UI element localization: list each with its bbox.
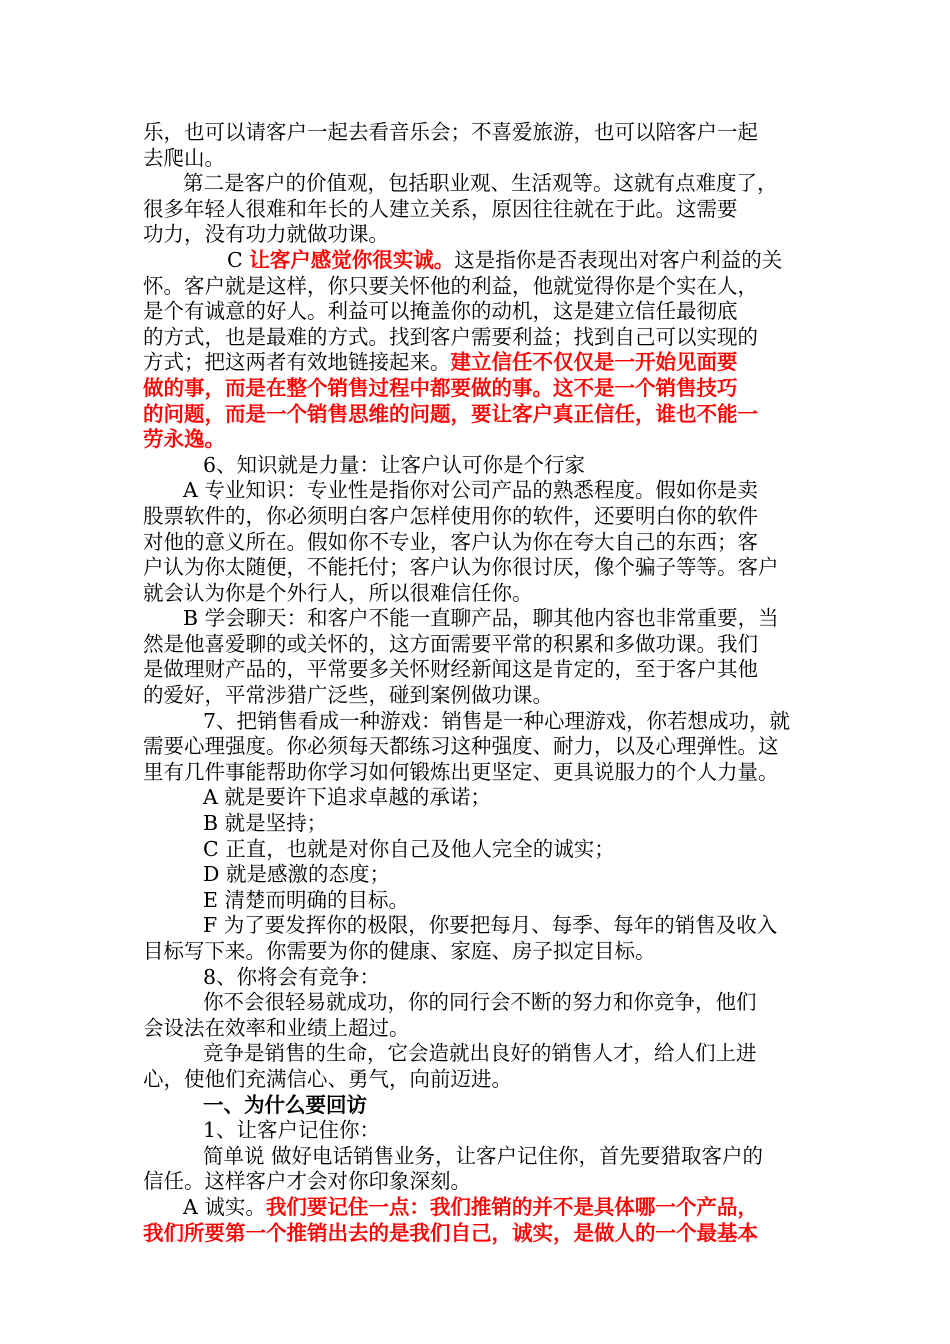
text-line [143,888,813,914]
body-text: 功力，没有功力就做功课。 [143,222,389,247]
text-line [143,1221,813,1247]
text-line [143,146,813,172]
text-line [143,453,813,479]
text-line [143,939,813,965]
text-line [143,913,813,939]
section-heading: 一、为什么要回访 [203,1092,367,1117]
body-text: 心，使他们充满信心、勇气，向前迈进。 [143,1066,512,1091]
emphasis-text: 的问题，而是一个销售思维的问题，要让客户真正信任，谁也不能一 [143,401,758,426]
emphasis-text: 建立信任不仅仅是一开始见面要 [450,350,738,375]
body-text: 竞争是销售的生命，它会造就出良好的销售人才，给人们上进 [203,1041,757,1066]
text-line [143,350,813,376]
text-line [143,1118,813,1144]
body-text: 就会认为你是个外行人，所以很难信任你。 [143,580,533,605]
text-line [143,1093,813,1119]
text-line [143,862,813,888]
body-text: 需要心理强度。你必须每天都练习这种强度、耐力，以及心理弹性。这 [143,734,779,759]
text-line [143,734,813,760]
body-text: 是个有诚意的好人。利益可以掩盖你的动机，这是建立信任最彻底 [143,299,738,324]
text-line [143,811,813,837]
document-body [143,120,813,1246]
body-text: 对他的意义所在。假如你不专业，客户认为你在夸大自己的东西；客 [143,529,758,554]
text-line [143,837,813,863]
emphasis-text: 我们要记住一点：我们推销的并不是具体哪一个产品， [265,1194,758,1219]
body-text: 很多年轻人很难和年长的人建立关系，原因往往就在于此。这需要 [143,196,738,221]
body-text: A 诚实。 [183,1194,266,1219]
text-line [143,1144,813,1170]
body-text: E 清楚而明确的目标。 [203,887,409,912]
text-line [143,402,813,428]
body-text: 去爬山。 [143,145,225,170]
text-line [143,248,813,274]
text-line [143,504,813,530]
text-line [143,657,813,683]
text-line [143,376,813,402]
text-line [143,581,813,607]
body-text: 的方式，也是最难的方式。找到客户需要利益；找到自己可以实现的 [143,324,758,349]
body-text: 方式；把这两者有效地链接起来。 [143,350,451,375]
text-line [143,120,813,146]
body-text: B 就是坚持； [203,811,328,836]
body-text: 的爱好，平常涉猎广泛些，碰到案例做功课。 [143,683,553,708]
text-line [143,299,813,325]
body-text: 户认为你太随便，不能托付；客户认为你很讨厌，像个骗子等等。客户 [143,555,779,580]
body-text: 乐，也可以请客户一起去看音乐会；不喜爱旅游，也可以陪客户一起 [143,120,758,144]
text-line [143,1041,813,1067]
text-line [143,632,813,658]
text-line [143,197,813,223]
text-line [143,1016,813,1042]
text-line [143,274,813,300]
body-text: 6、知识就是力量：让客户认可你是个行家 [203,452,586,477]
body-text: 会设法在效率和业绩上超过。 [143,1015,410,1040]
emphasis-text: 劳永逸。 [143,427,225,452]
body-text: 股票软件的，你必须明白客户怎样使用你的软件，还要明白你的软件 [143,503,758,528]
text-line [143,709,813,735]
body-text: 你不会很轻易就成功，你的同行会不断的努力和你竞争，他们 [203,990,757,1015]
emphasis-text: 我们所要第一个推销出去的是我们自己，诚实，是做人的一个最基本 [143,1220,758,1245]
text-line [143,427,813,453]
text-line [143,1169,813,1195]
text-line [143,1067,813,1093]
body-text: 这是指你是否表现出对客户利益的关 [454,247,783,272]
text-line [143,760,813,786]
body-text: A 就是要许下追求卓越的承诺； [203,785,491,810]
body-text: C 正直，也就是对你自己及他人完全的诚实； [203,836,615,861]
body-text: A 专业知识：专业性是指你对公司产品的熟悉程度。假如你是卖 [183,478,758,503]
emphasis-text: 做的事，而是在整个销售过程中都要做的事。这不是一个销售技巧 [143,375,738,400]
text-line [143,222,813,248]
body-text: 第二是客户的价值观，包括职业观、生活观等。这就有点难度了， [183,171,778,196]
emphasis-text: 让客户感觉你很实诚。 [249,247,455,272]
text-line [143,785,813,811]
text-line [143,478,813,504]
text-line [143,171,813,197]
text-line [143,530,813,556]
body-text: 然是他喜爱聊的或关怀的，这方面需要平常的积累和多做功课。我们 [143,631,758,656]
body-text: 8、你将会有竞争： [203,964,381,989]
body-text: 目标写下来。你需要为你的健康、家庭、房子拟定目标。 [143,939,656,963]
text-line [143,606,813,632]
body-text: 1、让客户记住你： [203,1118,381,1143]
text-line [143,683,813,709]
text-line [143,555,813,581]
body-text: D 就是感激的态度； [203,862,390,887]
body-text: 怀。客户就是这样，你只要关怀他的利益，他就觉得你是个实在人， [143,273,758,298]
body-text: 信任。这样客户才会对你印象深刻。 [143,1169,471,1194]
text-line [143,1195,813,1221]
text-line [143,990,813,1016]
text-line [143,965,813,991]
body-text: 里有几件事能帮助你学习如何锻炼出更坚定、更具说服力的个人力量。 [143,759,779,784]
body-text: 简单说 做好电话销售业务，让客户记住你，首先要猎取客户的 [203,1143,764,1168]
body-text: B 学会聊天：和客户不能一直聊产品，聊其他内容也非常重要，当 [183,606,779,631]
body-text: 7、把销售看成一种游戏：销售是一种心理游戏，你若想成功，就 [203,708,791,733]
body-text: 是做理财产品的，平常要多关怀财经新闻这是肯定的，至于客户其他 [143,657,758,682]
body-text: F 为了要发挥你的极限，你要把每月、每季、每年的销售及收入 [203,913,778,938]
body-text: C [227,247,250,272]
text-line [143,325,813,351]
